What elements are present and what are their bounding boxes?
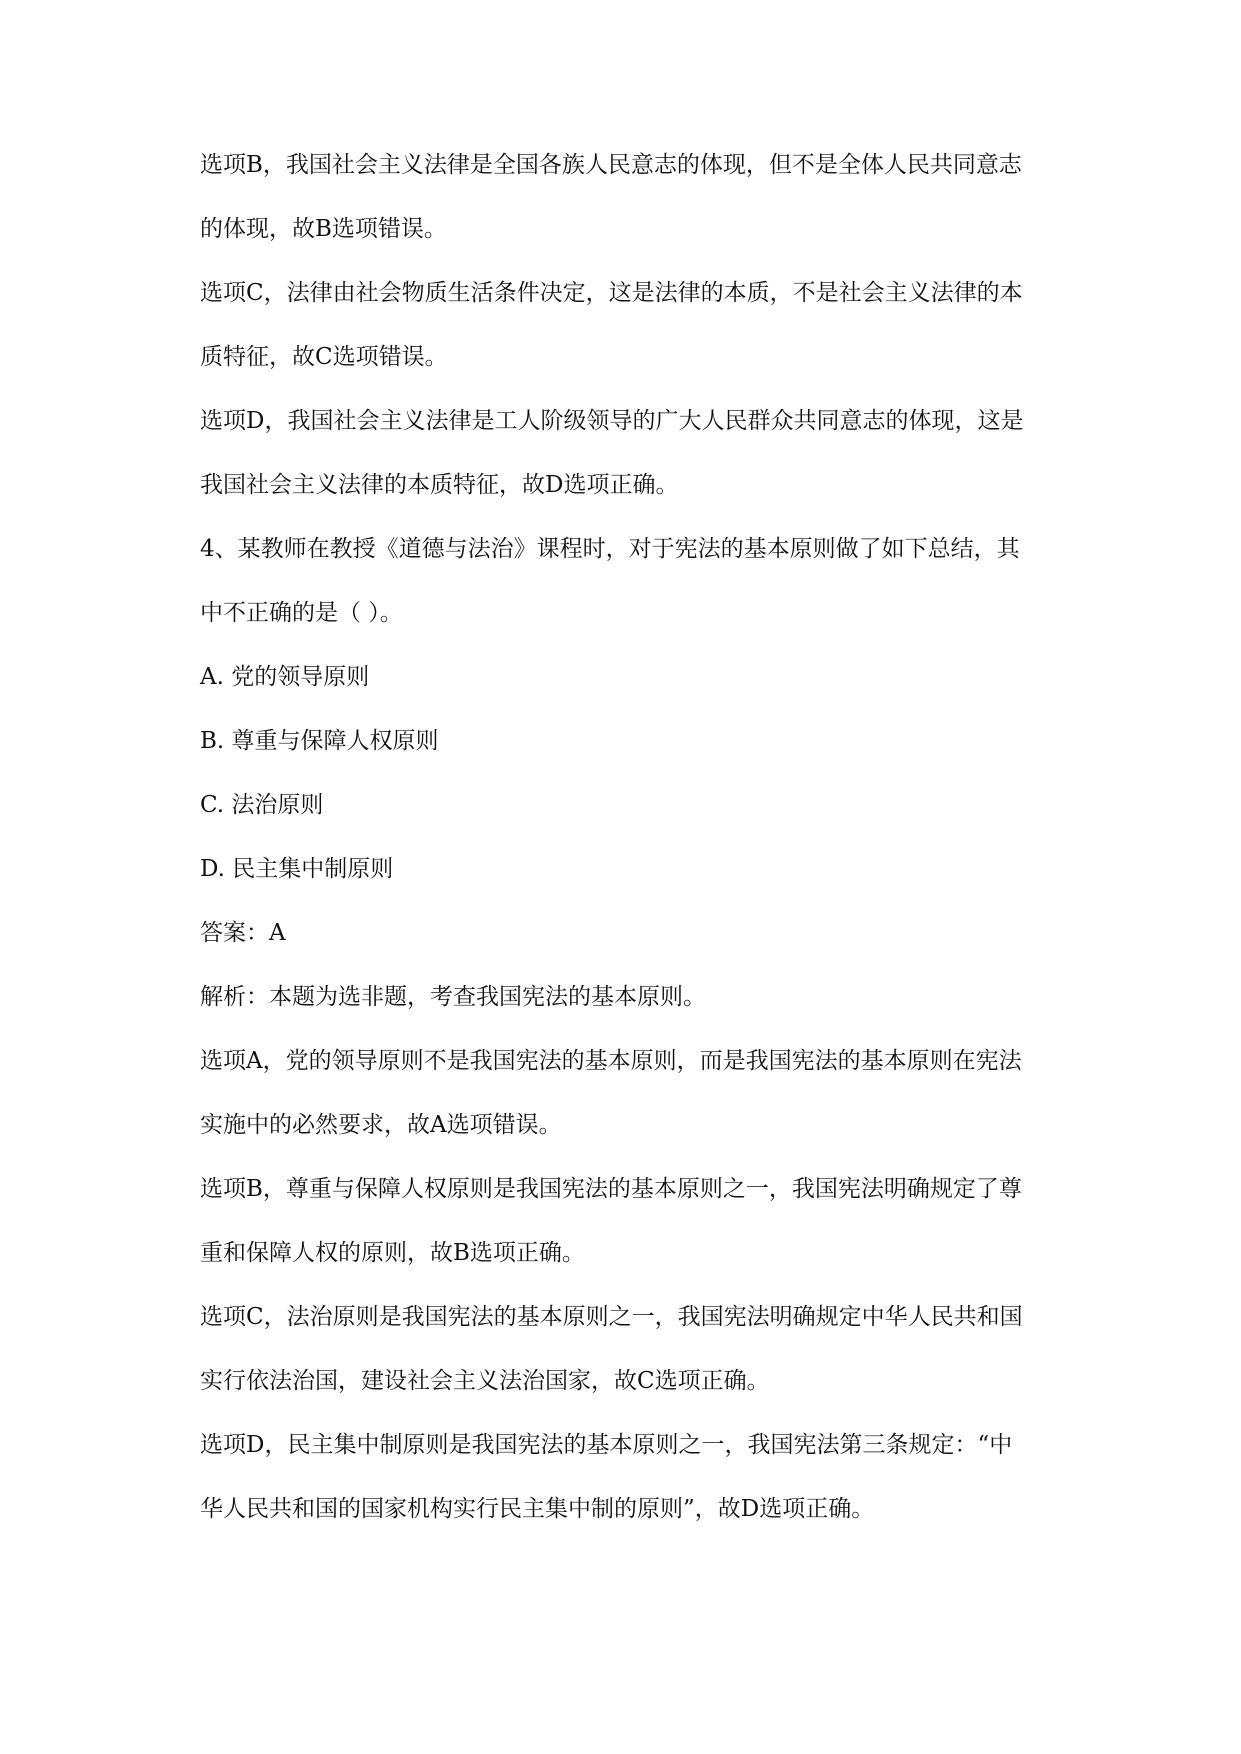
analysis-option-b-line-2: 重和保障人权的原则，故B选项正确。 [200,1240,585,1266]
paragraph-option-d-line-1: 选项D，我国社会主义法律是工人阶级领导的广大人民群众共同意志的体现，这是 [200,408,1024,434]
paragraph-option-c-line-1: 选项C，法律由社会物质生活条件决定，这是法律的本质，不是社会主义法律的本 [200,280,1023,306]
analysis-option-c-line-1: 选项C，法治原则是我国宪法的基本原则之一，我国宪法明确规定中华人民共和国 [200,1304,1023,1330]
analysis-option-c-line-2: 实行依法治国，建设社会主义法治国家，故C选项正确。 [200,1368,770,1394]
paragraph-option-b-line-2: 的体现，故B选项错误。 [200,216,447,242]
choice-c: C. 法治原则 [200,792,324,818]
document-body [200,133,1090,1541]
choice-b: B. 尊重与保障人权原则 [200,728,439,754]
question-4-line-2: 中不正确的是（ ）。 [200,600,403,626]
answer-line: 答案：A [200,920,286,946]
analysis-option-b-line-1: 选项B，尊重与保障人权原则是我国宪法的基本原则之一，我国宪法明确规定了尊 [200,1176,1022,1202]
analysis-option-d-line-1: 选项D，民主集中制原则是我国宪法的基本原则之一，我国宪法第三条规定：“中 [200,1432,1013,1458]
choice-d: D. 民主集中制原则 [200,856,394,882]
analysis-option-d-line-2: 华人民共和国的国家机构实行民主集中制的原则”，故D选项正确。 [200,1496,875,1522]
analysis-option-a-line-1: 选项A，党的领导原则不是我国宪法的基本原则，而是我国宪法的基本原则在宪法 [200,1048,1022,1074]
analysis-line: 解析：本题为选非题，考查我国宪法的基本原则。 [200,984,706,1010]
analysis-option-a-line-2: 实施中的必然要求，故A选项错误。 [200,1112,562,1138]
paragraph-option-b-line-1: 选项B，我国社会主义法律是全国各族人民意志的体现，但不是全体人民共同意志 [200,152,1022,178]
question-4-line-1: 4、某教师在教授《道德与法治》课程时，对于宪法的基本原则做了如下总结，其 [200,536,1020,562]
paragraph-option-d-line-2: 我国社会主义法律的本质特征，故D选项正确。 [200,472,679,498]
choice-a: A. 党的领导原则 [200,664,370,690]
paragraph-option-c-line-2: 质特征，故C选项错误。 [200,344,448,370]
